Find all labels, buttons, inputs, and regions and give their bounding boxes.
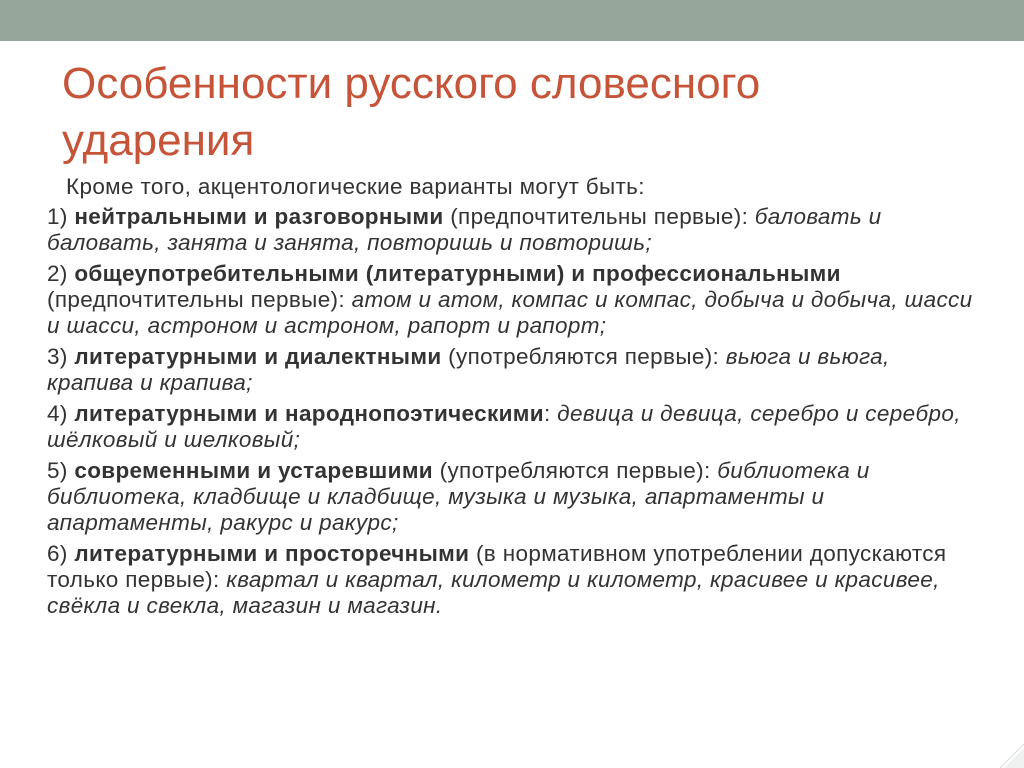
item-term: литературными и просторечными [74,541,470,566]
item-examples: квартал и квартал, километр и километр, красивее и красивее, свёкла и свекла, магазин и магазин. [47,567,940,618]
item-examples: девица и девица, серебро и серебро, шёлковый и шелковый; [47,401,961,452]
item-term: современными и устаревшими [74,458,433,483]
item-number: 3) [47,344,68,369]
item-note: (употребляются первые): [448,344,720,369]
item-number: 2) [47,261,68,286]
item-note: : [543,401,551,426]
list-item [47,344,977,396]
item-term: литературными и диалектными [74,344,442,369]
item-examples: атом и атом, компас и компас, добыча и добыча, шасси и шасси, астроном и астроном, рапорт и рапорт; [47,287,973,338]
item-term: нейтральными и разговорными [74,204,444,229]
list-item [47,204,977,256]
item-number: 6) [47,541,68,566]
item-term: общеупотребительными (литературными) и профессиональными [74,261,841,286]
list-item [47,261,977,339]
item-term: литературными и народнопоэтическими [74,401,544,426]
item-examples: вьюга и вьюга, крапива и крапива; [47,344,890,395]
item-number: 5) [47,458,68,483]
item-note: (предпочтительны первые): [450,204,749,229]
item-examples: баловать и баловать, занята и занята, повторишь и повторишь; [47,204,882,255]
item-number: 1) [47,204,68,229]
list-item [47,401,977,453]
item-number: 4) [47,401,68,426]
list-item [47,458,977,536]
page-corner-fold [1000,744,1024,768]
slide-body [47,174,977,624]
item-note: (предпочтительны первые): [47,287,345,312]
top-decor-bar [0,0,1024,41]
intro-text: Кроме того, акцентологические варианты могут быть: [66,174,645,199]
slide-title: Особенности русского словесного ударения [62,59,761,165]
item-note: (в нормативном употреблении допускаются только первые): [47,541,947,592]
item-examples: библиотека и библиотека, кладбище и кладбище, музыка и музыка, апартаменты и апартаменты, ракурс и ракурс; [47,458,870,535]
item-note: (употребляются первые): [439,458,711,483]
list-item [47,541,977,619]
